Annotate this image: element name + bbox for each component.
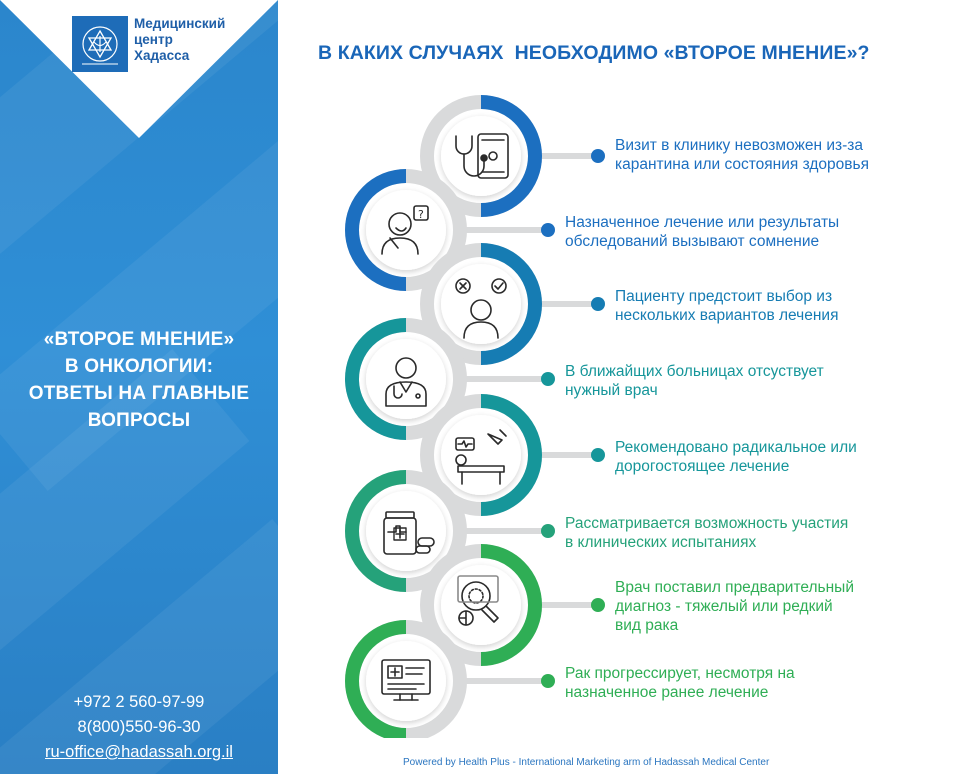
left-title-line: ОТВЕТЫ НА ГЛАВНЫЕ (28, 383, 250, 404)
menorah-star-icon (72, 16, 128, 72)
svg-text:?: ? (418, 208, 424, 221)
bullet-dot (541, 372, 555, 386)
reason-text-5: Рекомендовано радикальное или дорогостоящее лечение (615, 439, 857, 475)
diagram-graphics (330, 88, 960, 738)
left-title (0, 326, 278, 434)
bullet-dot (591, 598, 605, 612)
reason-text-7: Врач поставил предварительный диагноз - тяжелый или редкий вид рака (615, 579, 854, 634)
ring-8 (352, 627, 460, 735)
bullet-dot (591, 149, 605, 163)
left-title-line: «ВТОРОЕ МНЕНИЕ» (43, 329, 235, 350)
bullet-dot (591, 297, 605, 311)
reason-text-6: Рассматривается возможность участия в клинических испытаниях (565, 515, 849, 551)
bullet-dot (541, 524, 555, 538)
bullet-dot (541, 223, 555, 237)
reason-text-1: Визит в клинику невозможен из-за карантина или состояния здоровья (615, 137, 869, 173)
email-link[interactable]: ru-office@hadassah.org.il (45, 743, 233, 761)
left-title-line: В ОНКОЛОГИИ: (64, 356, 214, 377)
reason-text-4: В ближайщих больницах отсуствует нужный врач (565, 363, 824, 399)
hadassah-logo (72, 16, 128, 72)
phone-link-2[interactable]: 8(800)550-96-30 (77, 718, 201, 736)
left-panel (0, 0, 278, 774)
contacts (0, 690, 278, 765)
logo-text: Медицинский центр Хадасса (134, 16, 226, 63)
bullet-dot (591, 448, 605, 462)
footer-credit: Powered by Health Plus - International Marketing arm of Hadassah Medical Center (403, 757, 770, 768)
reasons-diagram (330, 88, 960, 738)
page-title: В КАКИХ СЛУЧАЯХ НЕОБХОДИМО «ВТОРОЕ МНЕНИЕ»? (318, 42, 870, 64)
left-title-line: ВОПРОСЫ (87, 410, 191, 431)
phone-link-1[interactable]: +972 2 560-97-99 (73, 693, 205, 711)
bullet-dot (541, 674, 555, 688)
reason-text-8: Рак прогрессирует, несмотря на назначенное ранее лечение (565, 665, 795, 701)
reason-text-2: Назначенное лечение или результаты обследований вызывают сомнение (565, 214, 840, 250)
reason-text-3: Пациенту предстоит выбор из нескольких вариантов лечения (615, 288, 839, 324)
